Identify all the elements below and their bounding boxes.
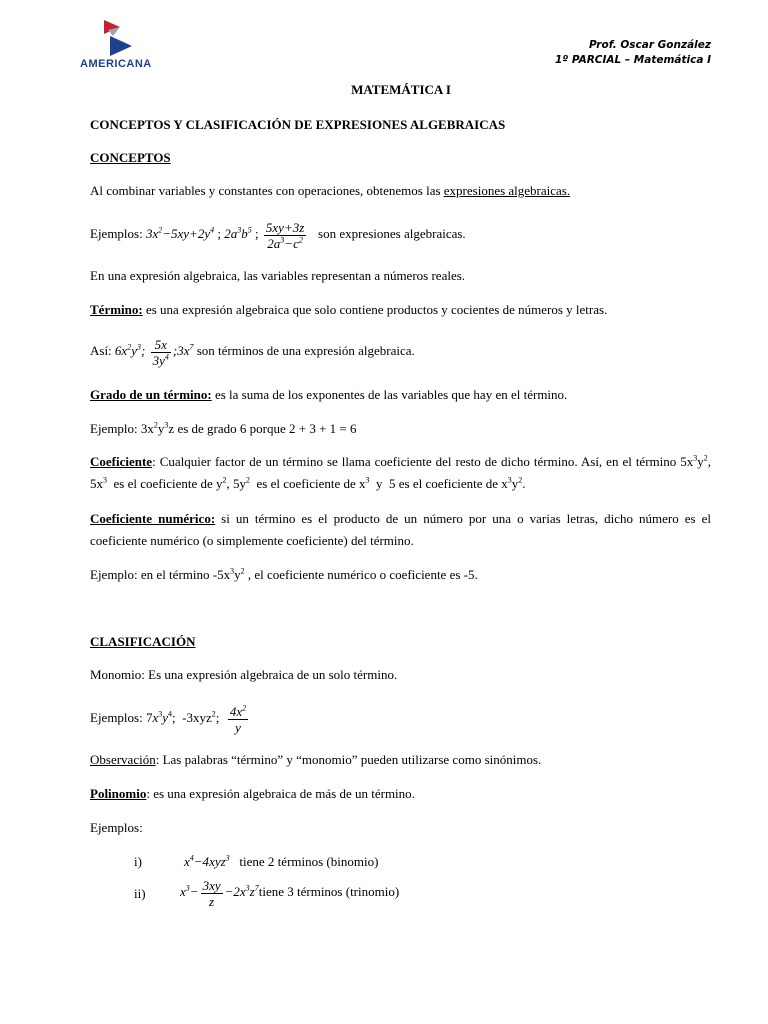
- variables-paragraph: En una expresión algebraica, las variables representan a números reales.: [90, 268, 466, 283]
- ejemplo-coef-post: , el coeficiente numérico o coeficiente es -5.: [244, 567, 478, 582]
- formula-term-2: $\frac{5x}{3y^4}$: [152, 336, 169, 368]
- formula-fraction: $\frac{5xy+3z}{2a^3-c^2}$: [265, 219, 305, 251]
- monomio-paragraph: Monomio: Es una expresión algebraica de un solo término.: [90, 667, 398, 682]
- grado-paragraph: [90, 387, 567, 403]
- intro-link-text: expresiones algebraicas.: [443, 183, 571, 198]
- formula-trinomio-rest: $-2x^3z^7$: [224, 883, 259, 899]
- formula-trinomio-fraction: $\frac{3xy}{z}$: [202, 877, 221, 909]
- ejemplos-monomio-line: [90, 700, 250, 736]
- item-i: [184, 854, 378, 870]
- grado-label: Grado de un término:: [90, 387, 212, 402]
- termino-label: Término:: [90, 302, 143, 317]
- professor-name: Prof. Oscar González: [588, 39, 711, 51]
- formula-monomial: $2a^3b^5$: [224, 225, 252, 241]
- item-ii-text: tiene 3 términos (trinomio): [258, 884, 400, 899]
- ejemplo-coef-pre: Ejemplo: en el término -5x: [90, 567, 231, 582]
- ejemplos-suffix: son expresiones algebraicas.: [318, 226, 466, 241]
- formula-mono-1: $7x^3y^4$;: [145, 709, 176, 725]
- ejemplos-mono-label: Ejemplos:: [90, 710, 146, 725]
- grado-text: es la suma de los exponentes de las variables que hay en el término.: [211, 387, 568, 402]
- item-i-label: i): [134, 854, 142, 869]
- polinomio-paragraph: [90, 786, 415, 802]
- ejemplo-grado-pre: Ejemplo: 3x: [90, 421, 154, 436]
- item-ii-label: ii): [134, 886, 146, 901]
- formula-term-3: $;3x^7$: [172, 342, 194, 358]
- conceptos-heading: CONCEPTOS: [90, 150, 171, 165]
- item-i-text: tiene 2 términos (binomio): [239, 854, 379, 869]
- item-ii: [180, 874, 399, 910]
- intro-text: Al combinar variables y constantes con operaciones, obtenemos las: [90, 183, 444, 198]
- formula-mono-3: $\frac{4x^2}{y}$: [229, 703, 247, 735]
- asi-line: [90, 332, 415, 370]
- ejemplo-coeficiente: Ejemplo: en el término $-5x^3y^2$ , el coeficiente numérico o coeficiente es -5.: [90, 566, 478, 582]
- polinomio-text: : es una expresión algebraica de más de un término.: [146, 786, 415, 801]
- asi-suffix: son términos de una expresión algebraica.: [196, 343, 415, 358]
- exam-title: 1º PARCIAL – Matemática I: [554, 54, 711, 66]
- formula-mono-2: -3xyz$^2$;: [182, 709, 220, 725]
- ejemplos-label: Ejemplos:: [90, 226, 146, 241]
- formula-term-1: $6x^2y^3$;: [114, 342, 146, 358]
- observacion-text: : Las palabras “término” y “monomio” pueden utilizarse como sinónimos.: [155, 752, 542, 767]
- coeficiente-paragraph: Coeficiente: Cualquier factor de un término se llama coeficiente del resto de dicho término. Así, en el término $5x^3y^2$, $5x^3$ es el coeficiente de $y^2$, $5y^2$ es el coeficiente de $x^3$ y 5 es el coeficiente de $x^3y^2$.: [90, 453, 711, 491]
- logo-text: AMERICANA: [80, 58, 152, 70]
- intro-paragraph: [90, 183, 570, 199]
- ejemplo-grado-mid: z es de grado 6 porque 2 + 3 + 1 = 6: [168, 421, 357, 436]
- page-title: MATEMÁTICA I: [351, 82, 451, 97]
- ejemplos-polinomio-label: Ejemplos:: [90, 820, 143, 835]
- coef-numerico-text: si un término es el producto de un número por una o varias letras, dicho número es el coeficiente numérico (o simplemente coeficiente) del término.: [90, 511, 711, 548]
- coef-numerico-label: Coeficiente numérico:: [90, 511, 216, 526]
- asi-label: Así:: [90, 343, 115, 358]
- observacion-label: Observación: [90, 752, 156, 767]
- clasificacion-heading: CLASIFICACIÓN: [90, 634, 196, 649]
- formula-poly: $3x^2-5xy+2y^4$: [145, 225, 215, 241]
- ejemplos-line: Ejemplos: $3x^2-5xy+2y^4$ ; $2a^3b^5$ ; $\frac{5xy+3z}{2a^3-c^2}$ son expresiones algebraicas.: [90, 219, 466, 251]
- formula-binomio: $x^4-4xyz^3$: [184, 853, 230, 869]
- coeficiente-label: Coeficiente: [90, 454, 153, 469]
- coef-numerico-paragraph: [90, 508, 711, 552]
- subtitle: CONCEPTOS Y CLASIFICACIÓN DE EXPRESIONES ALGEBRAICAS: [90, 117, 506, 132]
- formula-trinomio: $x^3-$: [180, 883, 199, 899]
- polinomio-label: Polinomio: [90, 786, 147, 801]
- termino-paragraph: [90, 302, 607, 318]
- coeficiente-text: : Cualquier factor de un término se llama coeficiente del resto de dicho término. Así, en el término 5x: [152, 454, 694, 469]
- termino-text: es una expresión algebraica que solo contiene productos y cocientes de números y letras.: [142, 302, 608, 317]
- observacion-paragraph: [90, 752, 541, 768]
- ejemplo-grado: Ejemplo: $3x^2y^3z$ es de grado 6 porque 2 + 3 + 1 = 6: [90, 420, 357, 436]
